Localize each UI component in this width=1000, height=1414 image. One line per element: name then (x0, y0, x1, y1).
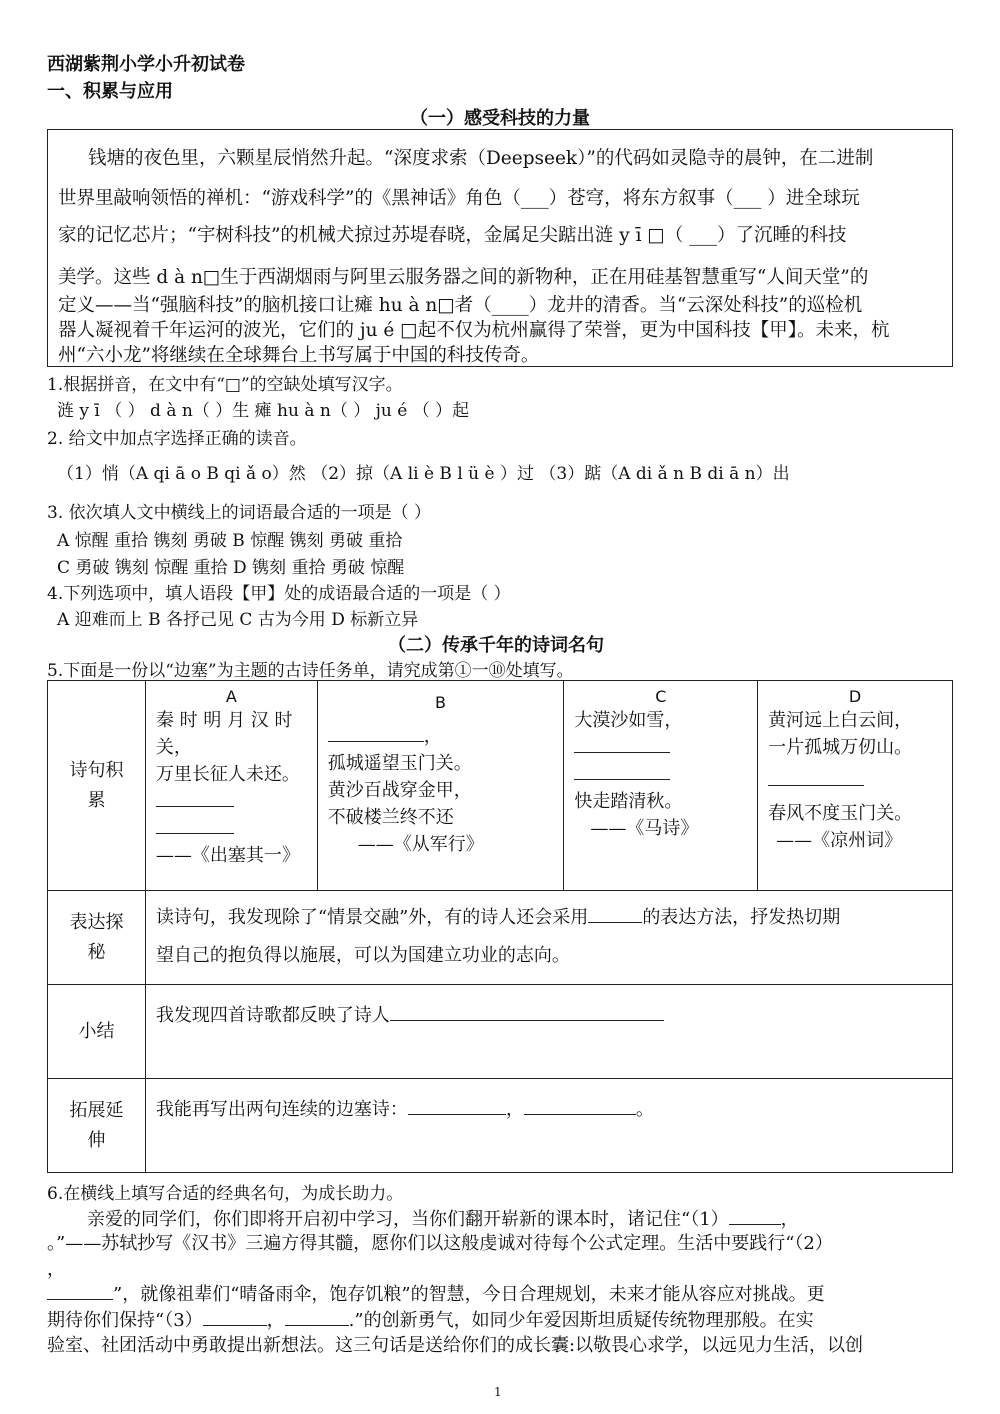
passage-line: 器人凝视着千年运河的波光，它们的 ju é □起不仅为杭州赢得了荣誉，更为中国科技【甲】。未来，杭 (58, 320, 890, 341)
poem-cell-c (564, 681, 758, 891)
table-row (48, 985, 953, 1079)
q2-options: （1）悄（A qi ā o B qi ǎ o）然 （2）掠（A li è B l ü è ）过 （3）踮（A di ǎ n B di ā n）出 (57, 464, 790, 484)
poem-cell-a (145, 681, 317, 891)
poem-line: 不破楼兰终不还 (327, 807, 454, 828)
poem-source: ——《马诗》 (590, 818, 699, 839)
blank-line[interactable] (47, 1281, 113, 1300)
q4-stem: 4.下列选项中，填人语段【甲】处的成语最合适的一项是（ ） (47, 584, 511, 604)
blank-line[interactable] (408, 1096, 506, 1115)
q6-line: ， (47, 1259, 65, 1280)
q6-line: 验室、社团活动中勇敢提出新想法。这三句话是送给你们的成长囊:以敬畏心求学，以远见力生活，以创 (47, 1335, 864, 1356)
passage-line: 钱塘的夜色里，六颗星辰悄然升起。“深度求索（Deepseek）”的代码如灵隐寺的晨钟，在二进制 (88, 148, 874, 169)
col-head-d: D (848, 687, 862, 706)
q3-options-ab: A 惊醒 重拾 镌刻 勇破 B 惊醒 镌刻 勇破 重拾 (57, 531, 403, 551)
q4-options: A 迎难而上 B 各抒己见 C 古为今用 D 标新立异 (57, 610, 419, 630)
q3-options-cd: C 勇破 镌刻 惊醒 重拾 D 镌刻 重拾 勇破 惊醒 (57, 558, 405, 578)
blank-line[interactable] (524, 1096, 636, 1115)
passage-box (47, 129, 953, 367)
blank-line[interactable] (156, 815, 234, 834)
col-head-b: B (435, 693, 447, 712)
poem-source: ——《凉州词》 (776, 830, 903, 851)
part1-title: （一）感受科技的力量 (410, 108, 590, 129)
summary-cell: 我发现四首诗歌都反映了诗人 (145, 985, 952, 1079)
poem-source: ——《从军行》 (357, 834, 484, 855)
poem-line: 黄沙百战穿金甲， (327, 780, 472, 801)
q6-line: 。”——苏轼抄写《汉书》三遍方得其髓，愿你们以这般虔诚对待每个公式定理。生活中要践行“（2） (47, 1233, 833, 1254)
poem-source: ——《出塞其一》 (155, 845, 300, 866)
blank-line[interactable] (156, 788, 234, 807)
exam-title: 西湖紫荆小学小升初试卷 (47, 54, 245, 75)
poem-line: 快走踏清秋。 (574, 791, 683, 812)
blank-line[interactable] (574, 761, 670, 780)
blank-line[interactable] (768, 767, 864, 786)
q6-line: 期待你们保持“（3） ， .”的创新勇气，如同少年爱因斯坦质疑传统物理那般。在实 (47, 1306, 814, 1332)
page-number: 1 (494, 1385, 502, 1399)
poem-line: 孤城遥望玉门关。 (327, 753, 472, 774)
blank-line[interactable] (203, 1307, 267, 1326)
col-head-a: A (225, 687, 237, 706)
blank-line[interactable] (328, 723, 424, 742)
poem-task-table (47, 680, 953, 1173)
section-title: 一、积累与应用 (47, 81, 173, 102)
passage-line: 定义——当“强脑科技”的脑机接口让瘫 hu à n□者（____）龙井的清香。当“云深处科技”的巡检机 (58, 295, 863, 316)
poem-cell-d (758, 681, 953, 891)
blank-line[interactable] (588, 904, 642, 923)
poem-line: 秦 时 明 月 汉 时 (155, 710, 293, 731)
q6-stem: 6.在横线上填写合适的经典名句，为成长助力。 (47, 1184, 404, 1204)
blank-line[interactable] (574, 734, 670, 753)
table-row (48, 681, 953, 891)
row-label-accumulate: 诗句积累 (48, 681, 146, 891)
passage-line: 美学。这些 d à n□生于西湖烟雨与阿里云服务器之间的新物种，正在用硅基智慧重写“人间天堂”的 (58, 267, 869, 288)
poem-line: 黄河远上白云间， (768, 710, 913, 731)
poem-line: 春风不度玉门关。 (768, 803, 913, 824)
blank-line[interactable] (729, 1206, 781, 1225)
express-cell: 读诗句，我发现除了“情景交融”外，有的诗人还会采用 的表达方法，抒发热切期 望自己的抱负得以施展，可以为国建立功业的志向。 (145, 891, 952, 985)
blank-line[interactable] (285, 1307, 349, 1326)
row-label-express: 表达探秘 (48, 891, 146, 985)
blank-line[interactable] (390, 1002, 664, 1021)
table-row (48, 891, 953, 985)
poem-line: 大漠沙如雪， (574, 710, 683, 731)
q6-line: ”，就像祖辈们“晴备雨伞，饱存饥粮”的智慧，今日合理规划，未来才能从容应对挑战。更 (47, 1280, 825, 1306)
poem-line: 关， (155, 737, 192, 758)
extend-cell: 我能再写出两句连续的边塞诗： ， 。 (145, 1079, 952, 1173)
row-label-extend: 拓展延伸 (48, 1079, 146, 1173)
q3-stem: 3. 依次填人文中横线上的词语最合适的一项是（ ） (47, 503, 432, 523)
q6-line: 亲爱的同学们，你们即将开启初中学习，当你们翻开崭新的课本时，诸记住“（1） ， (87, 1205, 799, 1231)
row-label-summary: 小结 (48, 985, 146, 1079)
passage-line: 家的记忆芯片；“宇树科技”的机械犬掠过苏堤春晓，金属足尖踮出涟 y ī □（ ___）了沉睡的科技 (58, 225, 847, 246)
q2-stem: 2. 给文中加点字选择正确的读音。 (47, 429, 307, 449)
q1-answer-line: 涟 y ī （ ） d à n（ ）生 瘫 hu à n（ ） ju é （ ）起 (57, 401, 470, 421)
passage-line: 世界里敲响领悟的禅机：“游戏科学”的《黑神话》角色（___）苍穹，将东方叙事（___ ）进全球玩 (58, 188, 860, 209)
table-row (48, 1079, 953, 1173)
q1-stem: 1.根据拼音，在文中有“□”的空缺处填写汉字。 (47, 375, 403, 395)
poem-cell-b: B ， 孤城遥望玉门关。 黄沙百战穿金甲， 不破楼兰终不还 ——《从军行》 (317, 681, 564, 891)
poem-line: 一片孤城万仞山。 (768, 737, 913, 758)
poem-line: 万里长征人未还。 (155, 764, 300, 785)
part2-title: （二）传承千年的诗词名句 (388, 635, 604, 656)
passage-line: 州“六小龙”将继续在全球舞台上书写属于中国的科技传奇。 (58, 345, 540, 366)
col-head-c: C (655, 687, 667, 706)
q5-stem: 5.下面是一份以“边塞”为主题的古诗任务单，请究成第①一⑩处填写。 (47, 661, 574, 681)
